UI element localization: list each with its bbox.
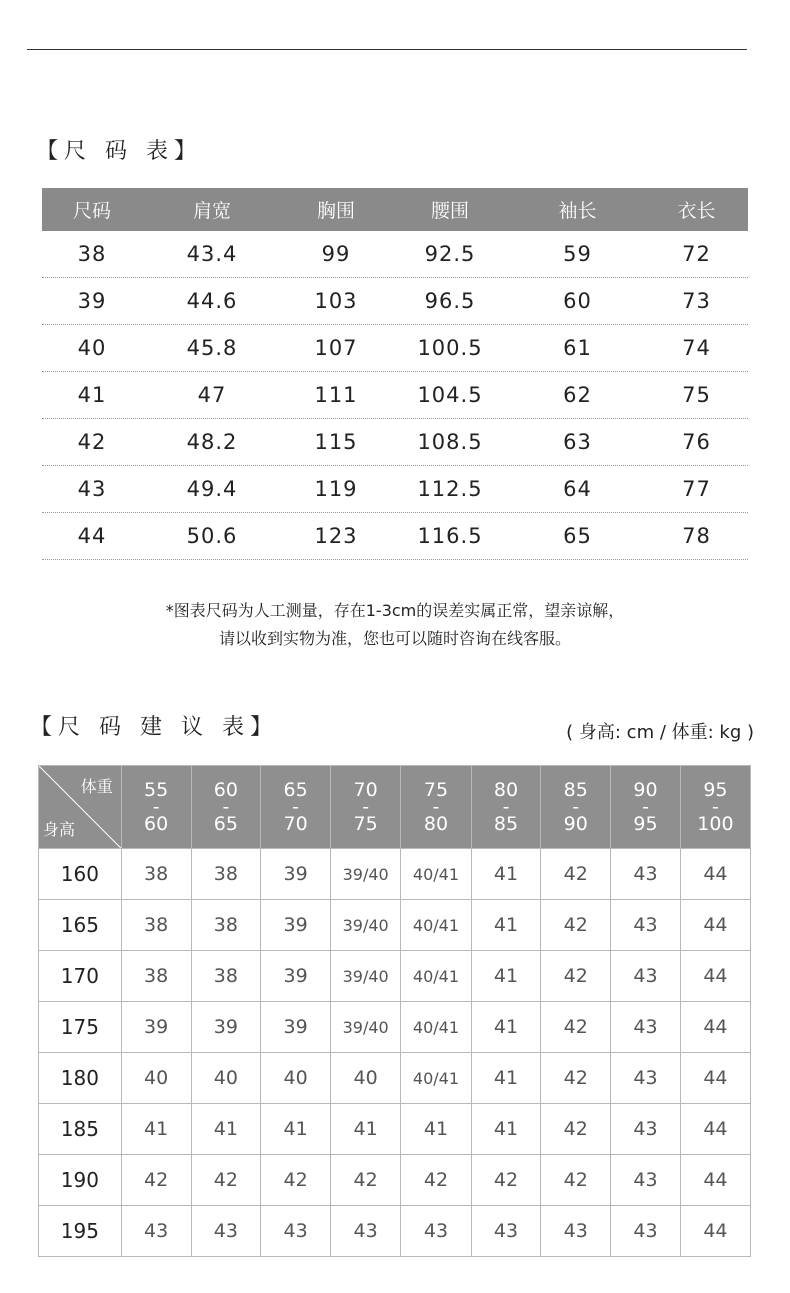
weight-to: 90 bbox=[563, 812, 588, 835]
recommended-size-cell: 40 bbox=[121, 1053, 191, 1104]
recommended-size-cell: 40/41 bbox=[401, 900, 471, 951]
recommend-row bbox=[39, 1002, 751, 1053]
size-header-cell: 衣长 bbox=[677, 200, 716, 222]
recommended-size-cell: 39/40 bbox=[330, 951, 400, 1002]
recommended-size-cell: 39/40 bbox=[330, 900, 400, 951]
size-cell: 78 bbox=[682, 524, 711, 548]
size-cell: 104.5 bbox=[417, 383, 483, 407]
size-cell: 48.2 bbox=[186, 430, 238, 454]
recommended-size-cell: 40 bbox=[261, 1053, 331, 1104]
recommended-size-cell: 39 bbox=[261, 849, 331, 900]
recommended-size-cell: 38 bbox=[121, 900, 191, 951]
corner-height-label: 身高 bbox=[43, 820, 76, 839]
recommended-size-cell: 44 bbox=[680, 1053, 750, 1104]
height-cell: 175 bbox=[39, 1002, 122, 1053]
size-table bbox=[42, 188, 748, 560]
recommended-size-cell: 38 bbox=[191, 951, 261, 1002]
size-cell: 47 bbox=[197, 383, 227, 407]
size-recommend-table bbox=[38, 765, 751, 1257]
recommended-size-cell: 42 bbox=[471, 1155, 541, 1206]
size-cell: 45.8 bbox=[186, 336, 238, 360]
recommended-size-cell: 43 bbox=[401, 1206, 471, 1257]
weight-from: 75 bbox=[423, 778, 449, 801]
recommended-size-cell: 43 bbox=[121, 1206, 191, 1257]
recommended-size-cell: 41 bbox=[121, 1104, 191, 1155]
recommend-row bbox=[39, 849, 751, 900]
weight-from: 90 bbox=[633, 778, 658, 801]
corner-weight-label: 体重 bbox=[80, 777, 113, 796]
weight-from: 60 bbox=[213, 778, 238, 801]
recommended-size-cell: 43 bbox=[261, 1206, 331, 1257]
size-cell: 43.4 bbox=[186, 242, 238, 266]
recommended-size-cell: 41 bbox=[471, 900, 541, 951]
weight-to: 100 bbox=[697, 812, 734, 835]
size-cell: 72 bbox=[682, 242, 711, 266]
weight-range-header bbox=[541, 766, 611, 849]
weight-to: 75 bbox=[353, 812, 378, 835]
size-cell: 123 bbox=[314, 524, 358, 548]
recommended-size-cell: 41 bbox=[471, 1002, 541, 1053]
weight-from: 65 bbox=[283, 778, 308, 801]
height-cell: 180 bbox=[39, 1053, 122, 1104]
weight-from: 70 bbox=[353, 778, 378, 801]
recommended-size-cell: 43 bbox=[611, 849, 681, 900]
weight-range-header bbox=[611, 766, 681, 849]
recommended-size-cell: 44 bbox=[680, 951, 750, 1002]
recommended-size-cell: 43 bbox=[471, 1206, 541, 1257]
range-dash: - bbox=[432, 795, 440, 818]
weight-range-header bbox=[261, 766, 331, 849]
size-cell: 49.4 bbox=[186, 477, 238, 501]
weight-to: 80 bbox=[423, 812, 449, 835]
size-cell: 112.5 bbox=[417, 477, 483, 501]
size-table-header bbox=[42, 188, 748, 231]
size-cell: 40 bbox=[77, 336, 107, 360]
weight-to: 60 bbox=[144, 812, 169, 835]
size-header-cell: 尺码 bbox=[72, 200, 111, 222]
size-table-body bbox=[42, 231, 748, 560]
weight-range-header bbox=[401, 766, 471, 849]
recommend-row bbox=[39, 1155, 751, 1206]
weight-range-header bbox=[330, 766, 400, 849]
weight-to: 65 bbox=[213, 812, 238, 835]
recommended-size-cell: 41 bbox=[471, 849, 541, 900]
recommended-size-cell: 42 bbox=[261, 1155, 331, 1206]
size-cell: 107 bbox=[314, 336, 358, 360]
size-cell: 44 bbox=[77, 524, 107, 548]
range-dash: - bbox=[222, 795, 230, 818]
recommend-row bbox=[39, 900, 751, 951]
recommend-table-title: 【尺 码 建 议 表】 bbox=[30, 715, 278, 740]
weight-range-header bbox=[680, 766, 750, 849]
size-cell: 62 bbox=[563, 383, 592, 407]
size-header-cell: 胸围 bbox=[316, 200, 355, 222]
recommend-row bbox=[39, 1053, 751, 1104]
size-cell: 116.5 bbox=[417, 524, 483, 548]
recommended-size-cell: 42 bbox=[330, 1155, 400, 1206]
size-cell: 75 bbox=[682, 383, 711, 407]
recommended-size-cell: 43 bbox=[541, 1206, 611, 1257]
size-row bbox=[42, 513, 748, 560]
recommended-size-cell: 43 bbox=[611, 1155, 681, 1206]
size-cell: 43 bbox=[77, 477, 107, 501]
size-row bbox=[42, 419, 748, 466]
size-row bbox=[42, 372, 748, 419]
recommended-size-cell: 44 bbox=[680, 1155, 750, 1206]
recommended-size-cell: 44 bbox=[680, 900, 750, 951]
recommended-size-cell: 42 bbox=[121, 1155, 191, 1206]
unit-note: ( 身高: cm / 体重: kg ) bbox=[566, 722, 754, 743]
recommended-size-cell: 42 bbox=[541, 1002, 611, 1053]
size-row bbox=[42, 325, 748, 372]
size-header-cell: 腰围 bbox=[430, 200, 469, 222]
size-cell: 44.6 bbox=[186, 289, 238, 313]
size-cell: 96.5 bbox=[424, 289, 476, 313]
size-header-cell: 肩宽 bbox=[192, 200, 231, 222]
recommended-size-cell: 43 bbox=[611, 1206, 681, 1257]
height-cell: 195 bbox=[39, 1206, 122, 1257]
size-cell: 99 bbox=[321, 242, 351, 266]
size-cell: 38 bbox=[77, 242, 107, 266]
recommended-size-cell: 38 bbox=[191, 900, 261, 951]
recommended-size-cell: 41 bbox=[471, 1104, 541, 1155]
size-cell: 76 bbox=[682, 430, 711, 454]
size-table-title: 【尺 码 表】 bbox=[36, 139, 202, 164]
recommended-size-cell: 44 bbox=[680, 1206, 750, 1257]
recommended-size-cell: 40/41 bbox=[401, 1002, 471, 1053]
size-cell: 108.5 bbox=[417, 430, 483, 454]
height-cell: 160 bbox=[39, 849, 122, 900]
weight-from: 55 bbox=[144, 778, 169, 801]
recommended-size-cell: 42 bbox=[541, 951, 611, 1002]
recommended-size-cell: 39 bbox=[191, 1002, 261, 1053]
weight-range-header bbox=[121, 766, 191, 849]
weight-from: 85 bbox=[563, 778, 588, 801]
recommended-size-cell: 42 bbox=[541, 1053, 611, 1104]
recommended-size-cell: 39 bbox=[261, 900, 331, 951]
recommend-row bbox=[39, 1104, 751, 1155]
size-cell: 42 bbox=[77, 430, 107, 454]
recommended-size-cell: 44 bbox=[680, 1002, 750, 1053]
recommended-size-cell: 41 bbox=[330, 1104, 400, 1155]
recommended-size-cell: 38 bbox=[121, 951, 191, 1002]
recommended-size-cell: 44 bbox=[680, 1104, 750, 1155]
size-cell: 59 bbox=[563, 242, 592, 266]
size-row bbox=[42, 278, 748, 325]
recommended-size-cell: 39 bbox=[261, 951, 331, 1002]
recommended-size-cell: 43 bbox=[611, 951, 681, 1002]
size-cell: 63 bbox=[563, 430, 592, 454]
recommended-size-cell: 39/40 bbox=[330, 849, 400, 900]
recommended-size-cell: 42 bbox=[541, 1155, 611, 1206]
size-cell: 77 bbox=[682, 477, 711, 501]
weight-range-header bbox=[191, 766, 261, 849]
size-cell: 111 bbox=[314, 383, 358, 407]
recommended-size-cell: 41 bbox=[401, 1104, 471, 1155]
height-cell: 165 bbox=[39, 900, 122, 951]
size-row bbox=[42, 231, 748, 278]
recommended-size-cell: 40/41 bbox=[401, 849, 471, 900]
recommended-size-cell: 40/41 bbox=[401, 951, 471, 1002]
size-cell: 119 bbox=[314, 477, 358, 501]
weight-range-header bbox=[471, 766, 541, 849]
range-dash: - bbox=[572, 795, 580, 818]
recommended-size-cell: 42 bbox=[401, 1155, 471, 1206]
size-cell: 73 bbox=[682, 289, 711, 313]
range-dash: - bbox=[642, 795, 649, 818]
recommended-size-cell: 40/41 bbox=[401, 1053, 471, 1104]
recommended-size-cell: 39 bbox=[261, 1002, 331, 1053]
recommended-size-cell: 43 bbox=[611, 1104, 681, 1155]
size-cell: 115 bbox=[314, 430, 358, 454]
recommended-size-cell: 40 bbox=[191, 1053, 261, 1104]
recommend-header-row bbox=[39, 766, 751, 849]
weight-to: 85 bbox=[493, 812, 519, 835]
weight-from: 80 bbox=[493, 778, 519, 801]
recommended-size-cell: 41 bbox=[191, 1104, 261, 1155]
measurement-note-line1: *图表尺码为人工测量，存在1-3cm的误差实属正常，望亲谅解， bbox=[165, 601, 625, 620]
size-header-cell: 袖长 bbox=[558, 200, 597, 222]
height-cell: 185 bbox=[39, 1104, 122, 1155]
recommend-row bbox=[39, 951, 751, 1002]
range-dash: - bbox=[712, 795, 719, 818]
recommend-row bbox=[39, 1206, 751, 1257]
recommended-size-cell: 40 bbox=[330, 1053, 400, 1104]
size-cell: 103 bbox=[314, 289, 358, 313]
recommended-size-cell: 43 bbox=[330, 1206, 400, 1257]
recommended-size-cell: 42 bbox=[541, 1104, 611, 1155]
recommended-size-cell: 42 bbox=[541, 900, 611, 951]
recommended-size-cell: 39/40 bbox=[330, 1002, 400, 1053]
recommend-body bbox=[39, 849, 751, 1257]
range-dash: - bbox=[362, 795, 370, 818]
size-cell: 100.5 bbox=[417, 336, 483, 360]
size-cell: 65 bbox=[563, 524, 592, 548]
range-dash: - bbox=[502, 795, 510, 818]
size-cell: 39 bbox=[77, 289, 107, 313]
size-cell: 60 bbox=[563, 289, 592, 313]
recommended-size-cell: 42 bbox=[191, 1155, 261, 1206]
size-row bbox=[42, 466, 748, 513]
weight-to: 70 bbox=[283, 812, 308, 835]
size-cell: 74 bbox=[682, 336, 711, 360]
recommended-size-cell: 41 bbox=[471, 951, 541, 1002]
size-cell: 64 bbox=[563, 477, 592, 501]
recommended-size-cell: 43 bbox=[611, 900, 681, 951]
weight-from: 95 bbox=[703, 778, 728, 801]
recommended-size-cell: 42 bbox=[541, 849, 611, 900]
height-cell: 170 bbox=[39, 951, 122, 1002]
size-cell: 92.5 bbox=[424, 242, 476, 266]
measurement-note-line2: 请以收到实物为准，您也可以随时咨询在线客服。 bbox=[218, 629, 571, 648]
recommended-size-cell: 39 bbox=[121, 1002, 191, 1053]
size-cell: 61 bbox=[563, 336, 592, 360]
top-divider bbox=[27, 49, 747, 50]
recommended-size-cell: 41 bbox=[261, 1104, 331, 1155]
recommended-size-cell: 44 bbox=[680, 849, 750, 900]
range-dash: - bbox=[152, 795, 160, 818]
recommended-size-cell: 43 bbox=[191, 1206, 261, 1257]
recommended-size-cell: 38 bbox=[121, 849, 191, 900]
size-cell: 50.6 bbox=[186, 524, 238, 548]
height-cell: 190 bbox=[39, 1155, 122, 1206]
weight-to: 95 bbox=[633, 812, 658, 835]
range-dash: - bbox=[292, 795, 300, 818]
recommended-size-cell: 38 bbox=[191, 849, 261, 900]
recommended-size-cell: 43 bbox=[611, 1053, 681, 1104]
recommended-size-cell: 43 bbox=[611, 1002, 681, 1053]
corner-cell bbox=[39, 766, 122, 849]
size-cell: 41 bbox=[77, 383, 107, 407]
recommended-size-cell: 41 bbox=[471, 1053, 541, 1104]
